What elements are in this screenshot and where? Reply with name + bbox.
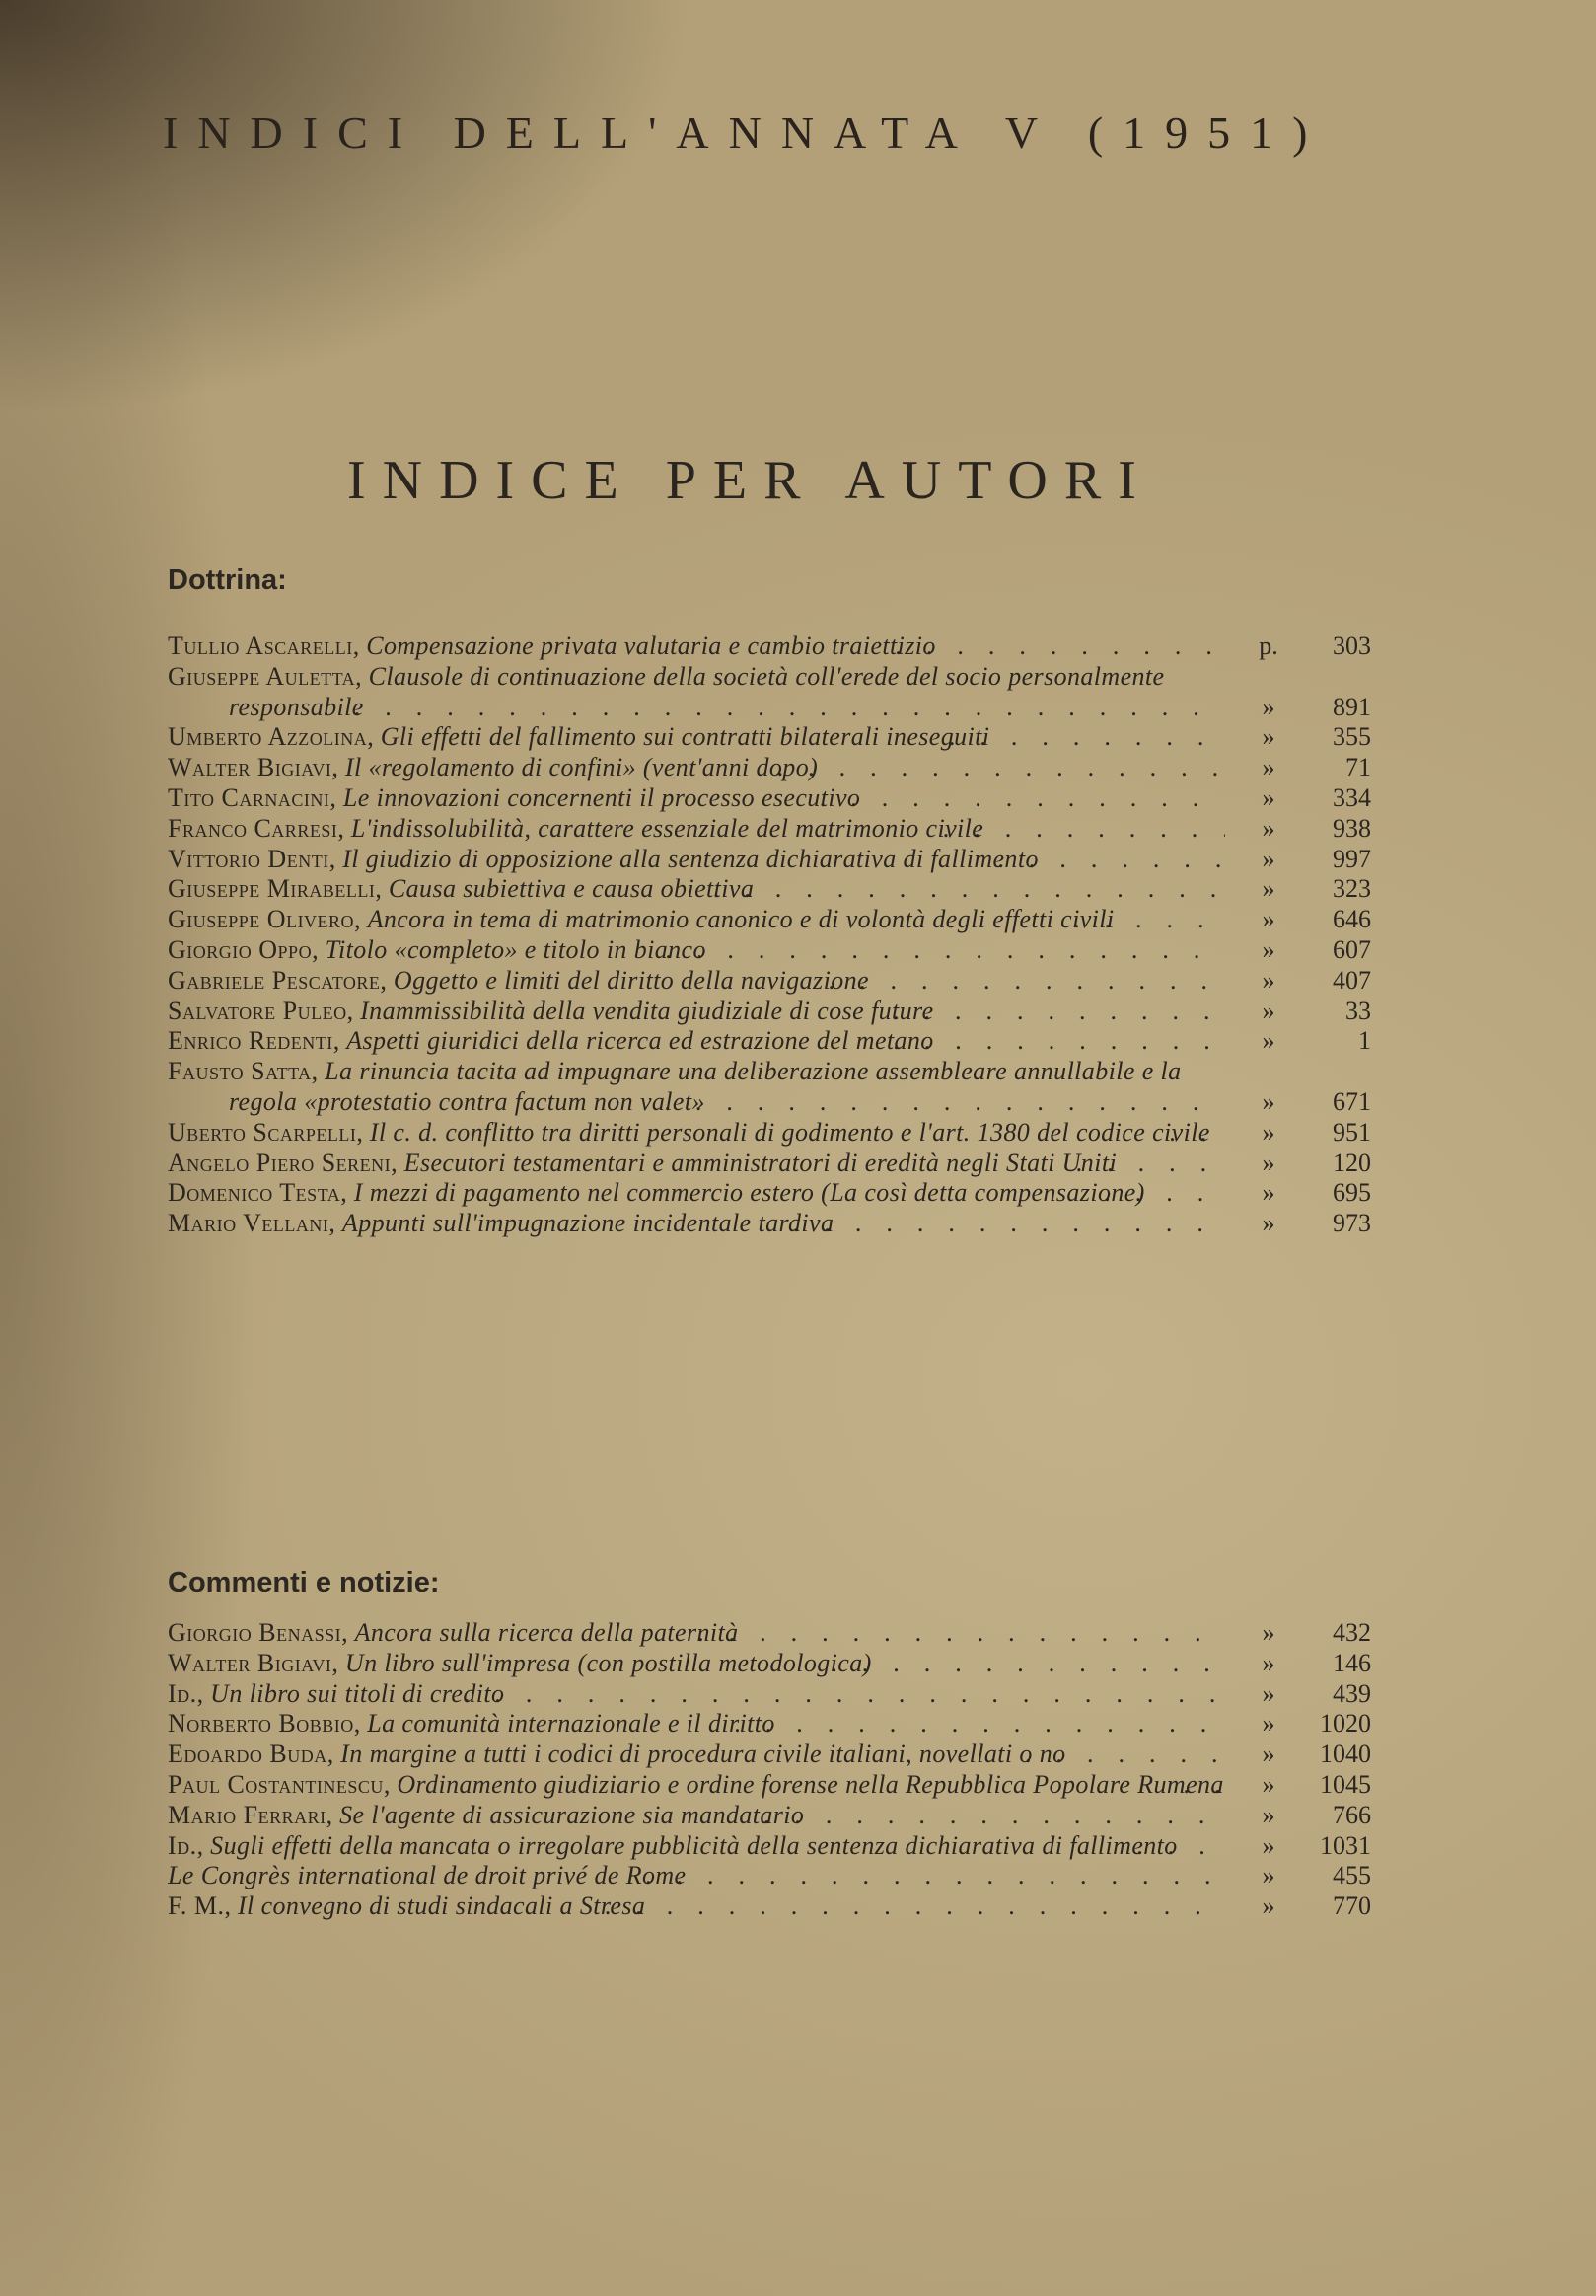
- dottrina-list: [168, 631, 1371, 1239]
- entry-title: Sugli effetti della mancata o irregolare pubblicità della sentenza dichiarativa di fallimento . .: [210, 1831, 1178, 1860]
- entry-title: Il «regolamento di confini» (vent'anni dopo) . .: [345, 753, 818, 781]
- index-entry: [168, 753, 1371, 783]
- entry-page-number: 439: [1333, 1678, 1371, 1708]
- page-marker: »: [1262, 753, 1275, 782]
- page-marker: »: [1262, 1709, 1275, 1739]
- entry-title: Titolo «completo» e titolo in bianco . .: [326, 935, 706, 964]
- entry-text: [168, 1891, 1225, 1922]
- page-marker: »: [1262, 782, 1275, 812]
- entry-title: Clausole di continuazione della società coll'erede del socio personalmente responsabile . .: [229, 662, 1165, 721]
- entry-title: Un libro sui titoli di credito . .: [210, 1679, 504, 1708]
- entry-text: [168, 1209, 1225, 1239]
- index-entry: [168, 722, 1371, 753]
- index-entry: [168, 1057, 1371, 1118]
- entry-title: Un libro sull'impresa (con postilla metodologica) . .: [345, 1649, 872, 1677]
- page-marker: »: [1262, 965, 1275, 995]
- entry-page-number: 646: [1333, 905, 1371, 934]
- entry-text: [168, 966, 1225, 997]
- entry-page-number: 1020: [1320, 1709, 1371, 1739]
- entry-text: [168, 722, 1225, 753]
- entry-text: [168, 1649, 1225, 1679]
- index-entry: [168, 631, 1371, 662]
- dottrina-heading: Dottrina:: [168, 564, 287, 596]
- entry-page-number: 766: [1333, 1800, 1371, 1829]
- entry-title: Ordinamento giudiziario e ordine forense nella Repubblica Popolare Rumena . .: [397, 1770, 1223, 1799]
- entry-text: [168, 783, 1225, 814]
- entry-title: Appunti sull'impugnazione incidentale tardiva . .: [342, 1209, 834, 1237]
- entry-author: Giorgio Oppo,: [168, 934, 320, 964]
- entry-page-number: 455: [1333, 1861, 1371, 1890]
- page-marker: p.: [1259, 631, 1278, 660]
- page-marker: »: [1262, 1086, 1275, 1116]
- entry-title: Esecutori testamentari e amministratori di eredità negli Stati Uniti . .: [404, 1148, 1117, 1177]
- entry-text: [168, 1679, 1225, 1710]
- entry-author: Tito Carnacini,: [168, 782, 337, 812]
- entry-page-number: 607: [1333, 934, 1371, 964]
- index-entry: [168, 1740, 1371, 1770]
- entry-page-number: 323: [1333, 874, 1371, 904]
- entry-page-number: 303: [1333, 631, 1371, 660]
- entry-title: Compensazione privata valutaria e cambio traiettizio . .: [366, 631, 936, 660]
- index-entry: [168, 1618, 1371, 1649]
- page-marker: »: [1262, 934, 1275, 964]
- entry-title: La comunità internazionale e il diritto . .: [367, 1709, 775, 1738]
- page-marker: »: [1262, 1117, 1275, 1147]
- entry-text: [168, 935, 1225, 966]
- entry-author: Id.,: [168, 1830, 204, 1860]
- entry-author: Giorgio Benassi,: [168, 1618, 349, 1647]
- entry-author: Edoardo Buda,: [168, 1740, 334, 1769]
- entry-author: Mario Ferrari,: [168, 1800, 333, 1829]
- entry-text: [168, 905, 1225, 935]
- entry-author: Norberto Bobbio,: [168, 1709, 361, 1739]
- entry-text: [168, 814, 1225, 845]
- page-marker: »: [1262, 1830, 1275, 1860]
- entry-author: Fausto Satta,: [168, 1057, 319, 1086]
- index-entry: [168, 783, 1371, 814]
- entry-title: Il convegno di studi sindacali a Stresa . .: [238, 1891, 645, 1920]
- entry-text: [168, 997, 1225, 1027]
- entry-title: Ancora sulla ricerca della paternità . .: [355, 1618, 739, 1647]
- index-entry: [168, 1148, 1371, 1179]
- entry-page-number: 355: [1333, 722, 1371, 752]
- page-marker: »: [1262, 1618, 1275, 1647]
- entry-title: Le Congrès international de droit privé de Rome . .: [168, 1861, 687, 1889]
- entry-text: [168, 1709, 1225, 1740]
- page-marker: »: [1262, 722, 1275, 752]
- entry-page-number: 671: [1333, 1086, 1371, 1116]
- index-entry: [168, 1709, 1371, 1740]
- entry-author: Tullio Ascarelli,: [168, 631, 360, 660]
- index-entry: [168, 1178, 1371, 1209]
- entry-author: Giuseppe Auletta,: [168, 661, 363, 691]
- page-marker: »: [1262, 874, 1275, 904]
- entry-author: Giuseppe Olivero,: [168, 905, 362, 934]
- entry-title: Il c. d. conflitto tra diritti personali di godimento e l'art. 1380 del codice civile . .: [370, 1118, 1210, 1147]
- entry-author: Domenico Testa,: [168, 1178, 348, 1208]
- index-entry: [168, 1649, 1371, 1679]
- index-entry: [168, 935, 1371, 966]
- entry-text: [168, 1618, 1225, 1649]
- entry-title: Causa subiettiva e causa obiettiva . .: [389, 874, 754, 903]
- page-marker: »: [1262, 1678, 1275, 1708]
- entry-page-number: 1045: [1320, 1769, 1371, 1799]
- entry-page-number: 891: [1333, 692, 1371, 721]
- entry-author: Giuseppe Mirabelli,: [168, 874, 383, 904]
- index-entry: [168, 1118, 1371, 1148]
- entry-text: [168, 1770, 1225, 1801]
- entry-text: [168, 662, 1225, 723]
- entry-title: Se l'agente di assicurazione sia mandatario . .: [339, 1801, 804, 1829]
- entry-author: Angelo Piero Sereni,: [168, 1148, 399, 1177]
- entry-author: Id.,: [168, 1678, 204, 1708]
- index-entry: [168, 1209, 1371, 1239]
- entry-author: Gabriele Pescatore,: [168, 965, 388, 995]
- entry-text: [168, 1057, 1225, 1118]
- entry-author: Enrico Redenti,: [168, 1026, 340, 1056]
- page-marker: »: [1262, 844, 1275, 873]
- entry-title: Ancora in tema di matrimonio canonico e di volontà degli effetti civili . .: [368, 905, 1115, 933]
- page-marker: »: [1262, 692, 1275, 721]
- annual-index-title: INDICI DELL'ANNATA V (1951): [163, 108, 1328, 158]
- entry-page-number: 33: [1345, 996, 1371, 1025]
- entry-text: [168, 1026, 1225, 1057]
- page-marker: »: [1262, 1740, 1275, 1769]
- entry-title: Il giudizio di opposizione alla sentenza dichiarativa di fallimento . .: [342, 845, 1039, 873]
- entry-author: Paul Costantinescu,: [168, 1769, 391, 1799]
- entry-page-number: 71: [1345, 753, 1371, 782]
- entry-title: La rinuncia tacita ad impugnare una deliberazione assembleare annullabile e la regola «protestatio contra factum non valet» . .: [229, 1057, 1182, 1116]
- index-entry: [168, 1026, 1371, 1057]
- page-marker: »: [1262, 1800, 1275, 1829]
- entry-title: Le innovazioni concernenti il processo esecutivo . .: [343, 783, 860, 812]
- entry-author: Umberto Azzolina,: [168, 722, 375, 752]
- entry-title: L'indissolubilità, carattere essenziale del matrimonio civile . .: [351, 814, 983, 843]
- index-entry: [168, 1770, 1371, 1801]
- entry-title: I mezzi di pagamento nel commercio estero (La così detta compensazione) . .: [354, 1178, 1145, 1207]
- index-entry: [168, 1801, 1371, 1831]
- index-entry: [168, 845, 1371, 875]
- page-marker: »: [1262, 1148, 1275, 1177]
- entry-title: In margine a tutti i codici di procedura civile italiani, novellati o no . .: [340, 1740, 1065, 1768]
- entry-page-number: 1: [1358, 1026, 1371, 1056]
- entry-text: [168, 753, 1225, 783]
- entry-author: Vittorio Denti,: [168, 844, 336, 873]
- index-entry: [168, 1891, 1371, 1922]
- entry-author: Salvatore Puleo,: [168, 996, 354, 1025]
- entry-text: [168, 874, 1225, 905]
- entry-page-number: 334: [1333, 782, 1371, 812]
- index-entry: [168, 997, 1371, 1027]
- page-marker: »: [1262, 1026, 1275, 1056]
- entry-page-number: 951: [1333, 1117, 1371, 1147]
- entry-page-number: 120: [1333, 1148, 1371, 1177]
- entry-author: Mario Vellani,: [168, 1209, 336, 1238]
- entry-page-number: 146: [1333, 1648, 1371, 1677]
- entry-page-number: 997: [1333, 844, 1371, 873]
- entry-author: Franco Carresi,: [168, 813, 345, 843]
- index-entry: [168, 905, 1371, 935]
- entry-page-number: 1031: [1320, 1830, 1371, 1860]
- index-entry: [168, 966, 1371, 997]
- page-marker: »: [1262, 905, 1275, 934]
- entry-text: [168, 1118, 1225, 1148]
- entry-text: [168, 1740, 1225, 1770]
- entry-title: Oggetto e limiti del diritto della navigazione . .: [394, 966, 869, 995]
- page-marker: »: [1262, 996, 1275, 1025]
- entry-title: Gli effetti del fallimento sui contratti bilaterali ineseguiti . .: [381, 722, 990, 751]
- entry-page-number: 407: [1333, 965, 1371, 995]
- index-entry: [168, 874, 1371, 905]
- entry-text: [168, 1831, 1225, 1862]
- entry-text: [168, 845, 1225, 875]
- entry-author: Walter Bigiavi,: [168, 753, 339, 782]
- index-entry: [168, 662, 1371, 723]
- entry-text: [168, 631, 1225, 662]
- commenti-list: [168, 1618, 1371, 1922]
- entry-title: Aspetti giuridici della ricerca ed estrazione del metano . .: [346, 1026, 934, 1055]
- entry-text: [168, 1861, 1225, 1891]
- page-marker: »: [1262, 1178, 1275, 1208]
- entry-page-number: 973: [1333, 1209, 1371, 1238]
- page-marker: »: [1262, 813, 1275, 843]
- entry-page-number: 695: [1333, 1178, 1371, 1208]
- author-index-heading: INDICE PER AUTORI: [347, 450, 1153, 511]
- page-marker: »: [1262, 1861, 1275, 1890]
- entry-title: Inammissibilità della vendita giudiziale di cose future . .: [360, 997, 933, 1025]
- entry-page-number: 938: [1333, 813, 1371, 843]
- entry-text: [168, 1178, 1225, 1209]
- index-entry: [168, 1831, 1371, 1862]
- entry-author: F. M.,: [168, 1891, 232, 1921]
- index-entry: [168, 814, 1371, 845]
- entry-text: [168, 1801, 1225, 1831]
- entry-page-number: 770: [1333, 1891, 1371, 1921]
- entry-author: Uberto Scarpelli,: [168, 1117, 364, 1147]
- commenti-heading: Commenti e notizie:: [168, 1567, 440, 1598]
- index-entry: [168, 1861, 1371, 1891]
- page-marker: »: [1262, 1769, 1275, 1799]
- entry-page-number: 1040: [1320, 1740, 1371, 1769]
- entry-text: [168, 1148, 1225, 1179]
- entry-author: Walter Bigiavi,: [168, 1648, 339, 1677]
- entry-page-number: 432: [1333, 1618, 1371, 1647]
- page-marker: »: [1262, 1891, 1275, 1921]
- index-entry: [168, 1679, 1371, 1710]
- page-marker: »: [1262, 1648, 1275, 1677]
- page-marker: »: [1262, 1209, 1275, 1238]
